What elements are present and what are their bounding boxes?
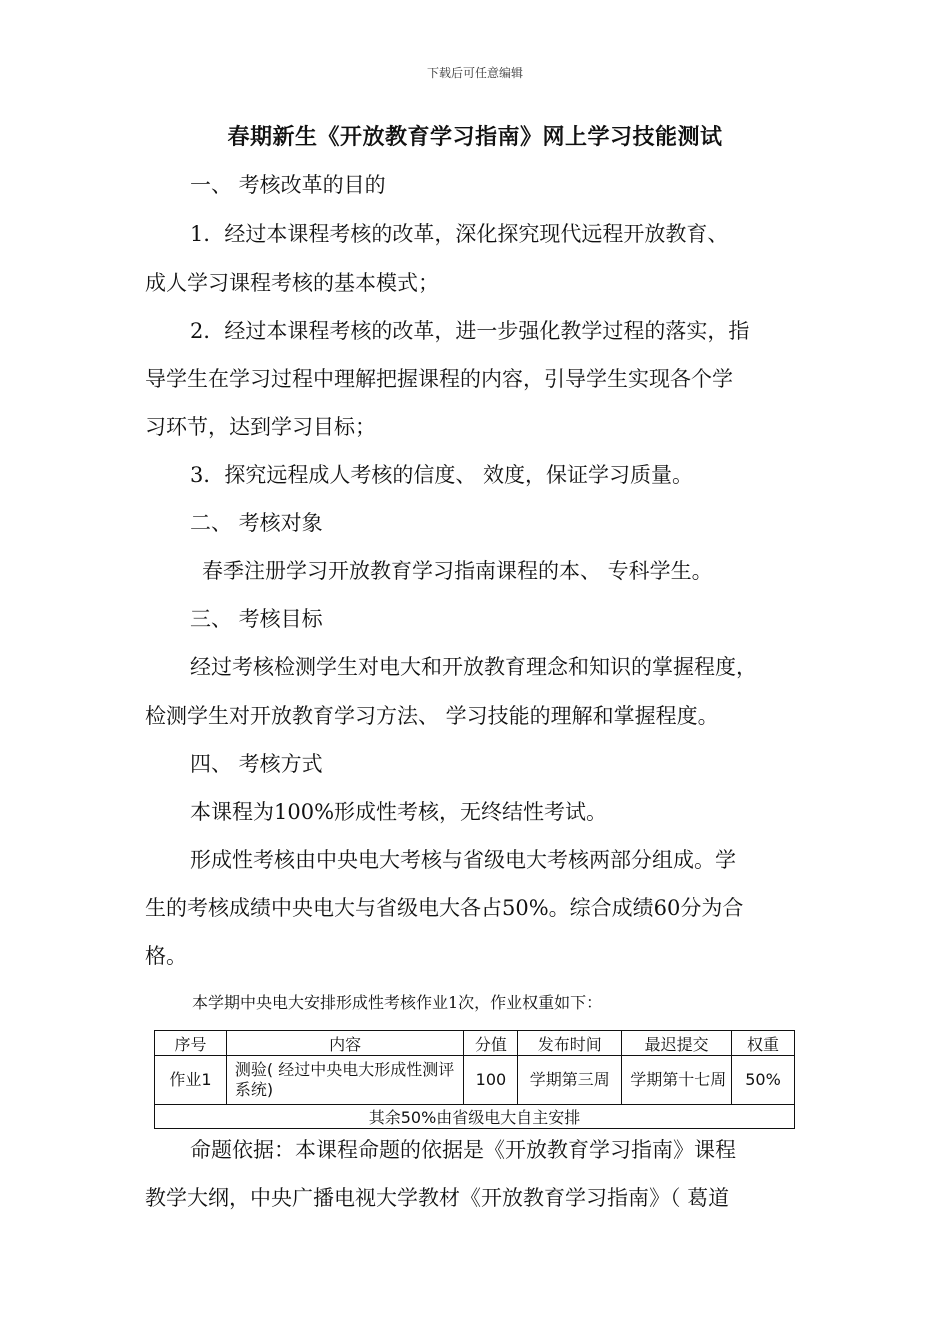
body-line: 2．经过本课程考核的改革，进一步强化教学过程的落实，指 [190,319,750,343]
cell-content: 测验( 经过中央电大形成性测评系统) [226,1056,464,1105]
body-line: 导学生在学习过程中理解把握课程的内容，引导学生实现各个学 [145,367,733,391]
body-line: 四、 考核方式 [190,752,323,776]
body-line: 检测学生对开放教育学习方法、 学习技能的理解和掌握程度。 [145,704,719,728]
header-note: 下载后可任意编辑 [426,66,523,80]
header-deadline: 最迟提交 [622,1031,732,1056]
header-release: 发布时间 [518,1031,622,1056]
body-line: 二、 考核对象 [190,511,323,535]
document-title: 春期新生《开放教育学习指南》网上学习技能测试 [227,124,723,150]
body-line: 春季注册学习开放教育学习指南课程的本、 专科学生。 [202,559,713,583]
header-weight: 权重 [732,1031,795,1056]
cell-score: 100 [464,1056,518,1105]
table-caption: 本学期中央电大安排形成性考核作业1次，作业权重如下： [192,993,603,1012]
cell-deadline: 学期第十七周 [622,1056,732,1105]
body-line: 形成性考核由中央电大考核与省级电大考核两部分组成。学 [190,848,736,872]
header-seq: 序号 [155,1031,227,1056]
body-line: 经过考核检测学生对电大和开放教育理念和知识的掌握程度， [190,655,757,679]
body-line: 成人学习课程考核的基本模式； [145,271,439,295]
body-line: 1．经过本课程考核的改革，深化探究现代远程开放教育、 [190,222,729,246]
assessment-table [154,1030,795,1129]
body-line: 命题依据：本课程命题的依据是《开放教育学习指南》课程 [190,1138,736,1162]
table-footer-row [155,1105,795,1129]
table-row [155,1056,795,1105]
cell-seq: 作业1 [155,1056,227,1105]
table-footer-note: 其余50%由省级电大自主安排 [155,1105,795,1129]
body-line: 习环节，达到学习目标； [145,415,376,439]
body-line: 三、 考核目标 [190,607,323,631]
cell-weight: 50% [732,1056,795,1105]
header-content: 内容 [226,1031,464,1056]
body-line: 本课程为100%形成性考核，无终结性考试。 [190,800,608,824]
body-line: 一、 考核改革的目的 [190,173,386,197]
cell-release: 学期第三周 [518,1056,622,1105]
body-line: 格。 [145,944,187,968]
table-header-row [155,1031,795,1056]
header-score: 分值 [464,1031,518,1056]
body-line: 生的考核成绩中央电大与省级电大各占50%。综合成绩60分为合 [145,896,744,920]
body-line: 3．探究远程成人考核的信度、 效度，保证学习质量。 [190,463,694,487]
body-line: 教学大纲，中央广播电视大学教材《开放教育学习指南》（ 葛道 [145,1186,730,1210]
